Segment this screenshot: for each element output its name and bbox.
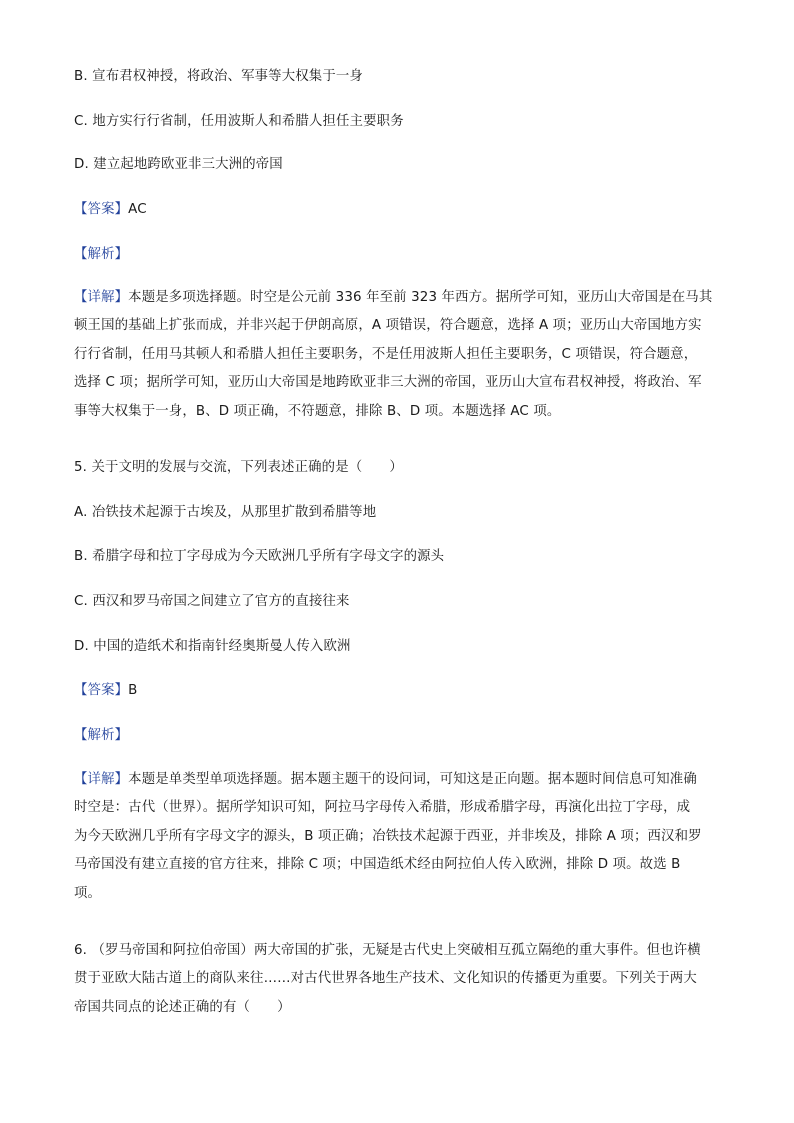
answer-tag: 【答案】 [74, 683, 129, 698]
q4-option-c: C. 地方实行行省制，任用波斯人和希腊人担任主要职务 [74, 114, 404, 129]
answer-tag: 【答案】 [74, 202, 129, 217]
q5-detail [74, 766, 726, 908]
q5-analysis-heading [74, 726, 724, 746]
q4-option-b: B. 宣布君权神授，将政治、军事等大权集于一身 [74, 69, 363, 84]
q4-option-d: D. 建立起地跨欧亚非三大洲的帝国 [74, 157, 283, 172]
analysis-tag: 【解析】 [74, 247, 129, 262]
analysis-tag: 【解析】 [74, 728, 129, 743]
stem-line: 贯于亚欧大陆古道上的商队来往……对古代世界各地生产技术、文化知识的传播更为重要。下列关于两大 [74, 971, 697, 987]
detail-line: 事等大权集于一身，B、D 项正确，不符题意，排除 B、D 项。本题选择 AC 项。 [74, 403, 561, 419]
detail-line: 【详解】本题是单类型单项选择题。据本题主题干的设问词，可知这是正向题。据本题时间信息可知准确 [74, 772, 697, 787]
detail-line: 为今天欧洲几乎所有字母文字的源头，B 项正确；冶铁技术起源于西亚，并非埃及，排除 A 项；西汉和罗 [74, 828, 702, 844]
q5-option-d: D. 中国的造纸术和指南针经奥斯曼人传入欧洲 [74, 639, 351, 654]
q5-option-c: C. 西汉和罗马帝国之间建立了官方的直接往来 [74, 594, 350, 609]
stem-line: 帝国共同点的论述正确的有（ ） [74, 999, 291, 1015]
detail-line: 行行省制，任用马其顿人和希腊人担任主要职务，不是任用波斯人担任主要职务，C 项错误，符合题意， [74, 346, 698, 362]
stem-line: 6. （罗马帝国和阿拉伯帝国）两大帝国的扩张，无疑是古代史上突破相互孤立隔绝的重大事件。但也许横 [74, 943, 701, 958]
answer-value: B [128, 683, 138, 698]
q4-detail [74, 284, 726, 426]
q5-option-b: B. 希腊字母和拉丁字母成为今天欧洲几乎所有字母文字的源头 [74, 549, 445, 564]
detail-line: 时空是：古代（世界）。据所学知识可知，阿拉马字母传入希腊，形成希腊字母，再演化出拉丁字母，成 [74, 800, 691, 816]
q5-answer [74, 681, 724, 701]
detail-line: 项。 [74, 885, 102, 901]
q4-analysis-heading [74, 245, 724, 265]
q5-stem: 5. 关于文明的发展与交流，下列表述正确的是（ ） [74, 460, 403, 475]
q4-answer [74, 200, 724, 220]
detail-line: 顿王国的基础上扩张而成，并非兴起于伊朗高原，A 项错误，符合题意，选择 A 项；亚历山大帝国地方实 [74, 318, 702, 334]
detail-line: 马帝国没有建立直接的官方往来，排除 C 项；中国造纸术经由阿拉伯人传入欧洲，排除 D 项。故选 B [74, 857, 681, 873]
detail-line: 选择 C 项；据所学可知，亚历山大帝国是地跨欧亚非三大洲的帝国，亚历山大宣布君权神授，将政治、军 [74, 375, 702, 391]
q5-option-a: A. 冶铁技术起源于古埃及，从那里扩散到希腊等地 [74, 505, 377, 520]
q6-stem [74, 937, 726, 1022]
detail-tag: 【详解】 [74, 290, 129, 305]
detail-line: 【详解】本题是多项选择题。时空是公元前 336 年至前 323 年西方。据所学可知，亚历山大帝国是在马其 [74, 290, 713, 305]
detail-tag: 【详解】 [74, 772, 129, 787]
answer-value: AC [128, 202, 147, 217]
